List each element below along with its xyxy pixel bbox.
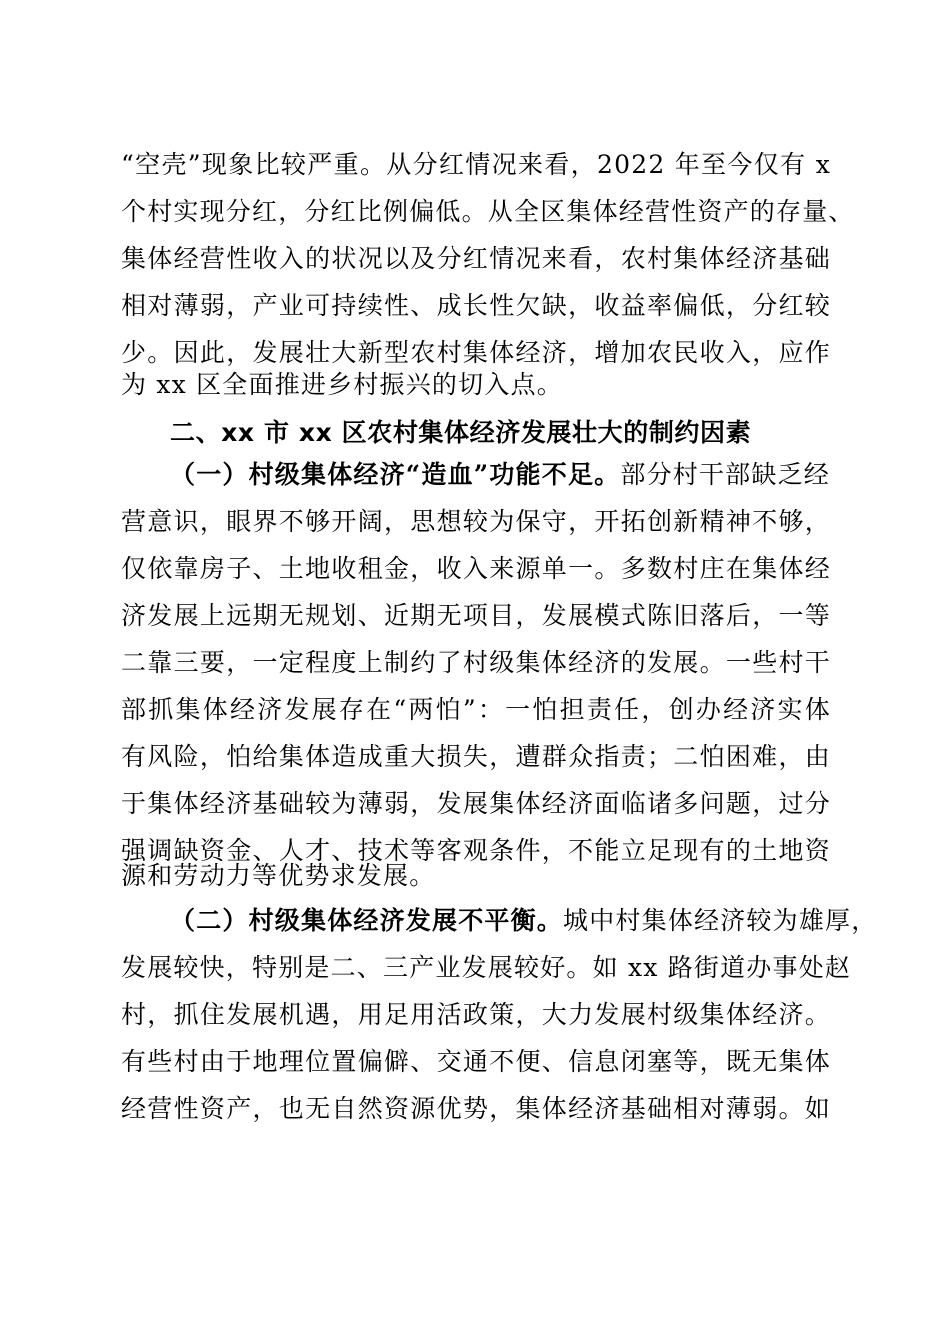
paragraph-line: 少。因此，发展壮大新型农村集体经济，增加农民收入，应作 — [121, 338, 831, 367]
subsection-2-title: （二）村级集体经济发展不平衡。 — [170, 906, 564, 935]
paragraph-line: 部抓集体经济发展存在“两怕”：一怕担责任，创办经济实体 — [121, 695, 831, 724]
paragraph-line: 源和劳动力等优势求发展。 — [121, 861, 436, 890]
paragraph-line: 强调缺资金、人才、技术等客观条件，不能立足现有的土地资 — [121, 836, 831, 865]
subsection-2-first-line-text: 城中村集体经济较为雄厚， — [563, 906, 878, 935]
subsection-2-first-line — [170, 898, 878, 944]
section-heading: 二、xx 市 xx 区农村集体经济发展壮大的制约因素 — [170, 418, 752, 447]
paragraph-line: 集体经营性收入的状况以及分红情况来看，农村集体经济基础 — [121, 244, 831, 273]
paragraph-line: 济发展上远期无规划、近期无项目，发展模式陈旧落后，一等 — [121, 601, 831, 630]
paragraph-line: 个村实现分红，分红比例偏低。从全区集体经营性资产的存量、 — [121, 197, 855, 226]
subsection-1-first-line-text: 部分村干部缺乏经 — [620, 460, 830, 489]
paragraph-line: 营意识，眼界不够开阔，思想较为保守，开拓创新精神不够， — [121, 507, 831, 536]
subsection-1-title: （一）村级集体经济“造血”功能不足。 — [170, 460, 621, 489]
paragraph-line: 二靠三要，一定程度上制约了村级集体经济的发展。一些村干 — [121, 648, 831, 677]
paragraph-line: 为 xx 区全面推进乡村振兴的切入点。 — [121, 370, 563, 399]
paragraph-line: 发展较快，特别是二、三产业发展较好。如 xx 路街道办事处赵 — [121, 953, 852, 982]
paragraph-line: 有风险，怕给集体造成重大损失，遭群众指责；二怕困难，由 — [121, 742, 831, 771]
subsection-1-first-line — [170, 452, 831, 498]
paragraph-line: “空壳”现象比较严重。从分红情况来看，2022 年至今仅有 x — [121, 150, 831, 179]
paragraph-line: 相对薄弱，产业可持续性、成长性欠缺，收益率偏低，分红较 — [121, 291, 831, 320]
paragraph-line: 有些村由于地理位置偏僻、交通不便、信息闭塞等，既无集体 — [121, 1047, 831, 1076]
paragraph-line: 经营性资产，也无自然资源优势，集体经济基础相对薄弱。如 — [121, 1094, 831, 1123]
paragraph-line: 村，抓住发展机遇，用足用活政策，大力发展村级集体经济。 — [121, 1000, 831, 1029]
paragraph-line: 仅依靠房子、土地收租金，收入来源单一。多数村庄在集体经 — [121, 554, 831, 583]
paragraph-line: 于集体经济基础较为薄弱，发展集体经济面临诸多问题，过分 — [121, 789, 831, 818]
